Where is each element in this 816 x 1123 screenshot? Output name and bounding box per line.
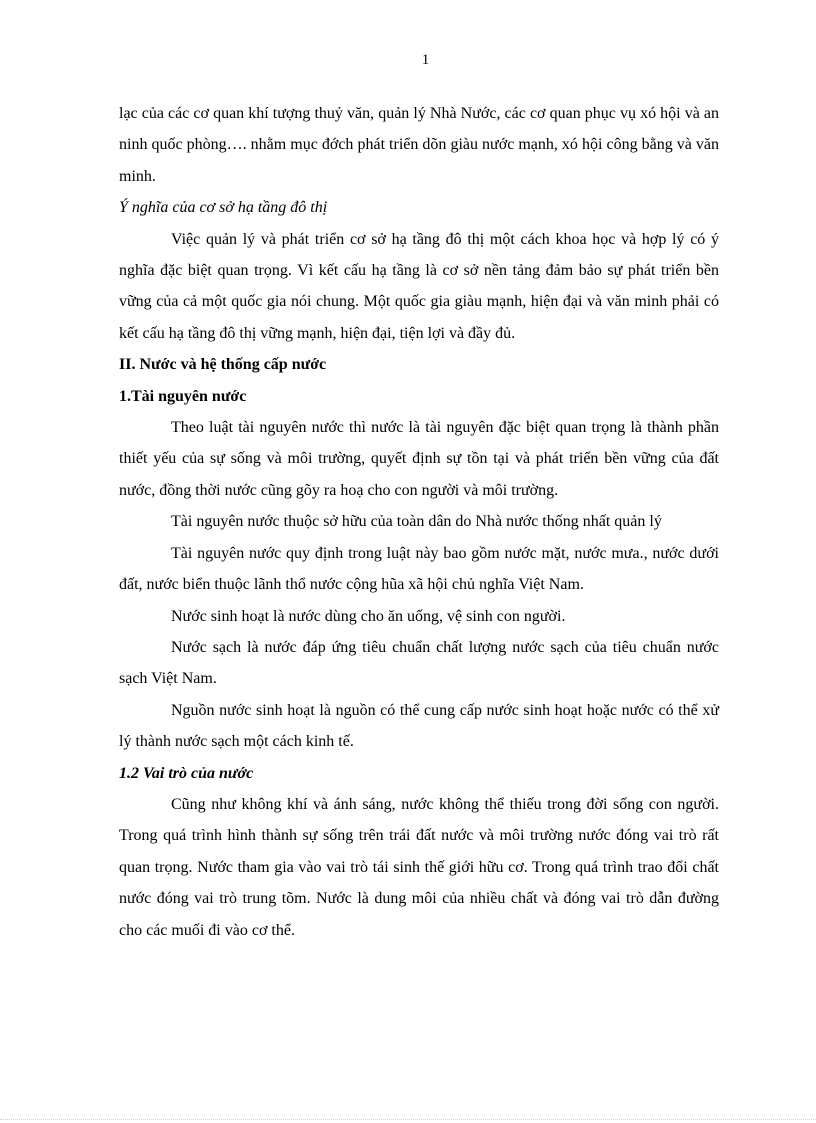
document-body [119, 98, 719, 946]
page-number: 1 [421, 52, 430, 68]
paragraph-water-law: Theo luật tài nguyên nước thì nước là tài nguyên đặc biệt quan trọng là thành phần thiết yếu của sự sống và môi trường, quyết định sự tồn tại và phát triển bền vững của đất nước, đồng thời nước cũng gõy ra hoạ cho con người và môi trường. [119, 419, 719, 499]
section-heading-water-resources: 1.Tài nguyên nước [119, 387, 247, 405]
section-heading-water-supply: II. Nước và hệ thống cấp nước [119, 356, 327, 374]
paragraph-domestic-water: Nước sinh hoạt là nước dùng cho ăn uống, vệ sinh con người. [171, 607, 566, 625]
paragraph-water-role: Cũng như không khí và ánh sáng, nước không thể thiếu trong đời sống con người. Trong quá trình hình thành sự sống trên trái đất nước và môi trường nước đóng vai trò rất quan trọng. Nước tham gia vào vai trò tái sinh thế giới hữu cơ. Trong quá trình trao đổi chất nước đóng vai trò trung tõm. Nước là dung môi của nhiều chất và đóng vai trò dẫn đường cho các muối đi vào cơ thể. [119, 795, 719, 939]
paragraph-water-ownership: Tài nguyên nước thuộc sở hữu của toàn dân do Nhà nước thống nhất quản lý [171, 513, 662, 531]
paragraph-water-scope: Tài nguyên nước quy định trong luật này bao gồm nước mặt, nước mưa., nước dưới đất, nước biển thuộc lãnh thổ nước cộng hũa xã hội chủ nghĩa Việt Nam. [119, 544, 719, 594]
paragraph-clean-water: Nước sạch là nước đáp ứng tiêu chuẩn chất lượng nước sạch của tiêu chuẩn nước sạch Việt Nam. [119, 638, 719, 688]
subheading-urban-infrastructure-meaning: Ý nghĩa của cơ sở hạ tầng đô thị [119, 199, 328, 217]
paragraph-water-source: Nguồn nước sinh hoạt là nguồn có thể cung cấp nước sinh hoạt hoặc nước có thể xử lý thành nước sạch một cách kinh tế. [119, 701, 719, 751]
paragraph-continuation: lạc của các cơ quan khí tượng thuỷ văn, quản lý Nhà Nước, các cơ quan phục vụ xó hội và an ninh quốc phòng…. nhằm mục đớch phát triển dõn giàu nước mạnh, xó hội công bằng và văn minh. [119, 105, 719, 185]
section-heading-water-role: 1.2 Vai trò của nước [119, 764, 254, 782]
page-bottom-border [0, 1119, 816, 1120]
paragraph-infrastructure-importance: Việc quản lý và phát triển cơ sở hạ tầng đô thị một cách khoa học và hợp lý có ý nghĩa đặc biệt quan trọng. Vì kết cấu hạ tầng là cơ sở nền tảng đảm bảo sự phát triển bền vững của cả một quốc gia nói chung. Một quốc gia giàu mạnh, hiện đại và văn minh phải có kết cấu hạ tầng đô thị vững mạnh, hiện đại, tiện lợi và đầy đủ. [119, 230, 719, 342]
